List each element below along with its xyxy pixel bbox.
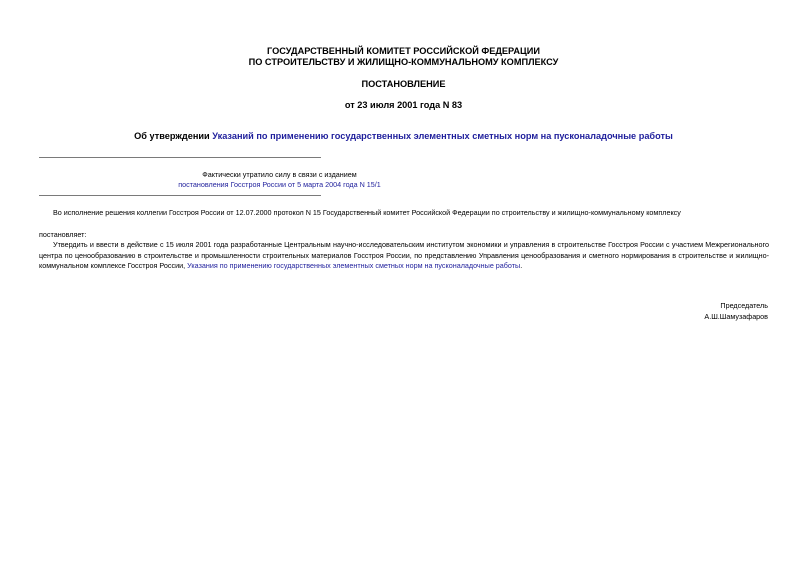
main-paragraph-link[interactable]: Указания по применению государственных элементных сметных норм на пусконаладочные работы xyxy=(187,261,521,270)
document-date-number: от 23 июля 2001 года N 83 xyxy=(344,100,463,110)
document-type: ПОСТАНОВЛЕНИЕ xyxy=(361,79,446,89)
subject-prefix: Об утверждении xyxy=(134,131,213,141)
signature-title: Председатель xyxy=(720,301,768,310)
status-note-link[interactable]: постановления Госстроя России от 5 марта 2004 года N 15/1 xyxy=(178,180,381,189)
document-subject xyxy=(0,131,807,142)
main-paragraph-text: Утвердить и ввести в действие с 15 июля 2001 года разработанные Центральным научно-исследовательским институтом экономики и управления в строительстве Госстроя России с участием Межрегионального центра по ценообразованию в строительстве и промышленности строительных материалов Госстроя России, по представлению Управления ценообразования и сметного нормирования в строительстве и жилищно-коммунальном комплексе Госстроя России, xyxy=(39,240,769,270)
subject-link[interactable]: Указаний по применению государственных элементных сметных норм на пусконаладочные работы xyxy=(212,131,673,141)
main-paragraph xyxy=(39,240,769,272)
header-line-1: ГОСУДАРСТВЕННЫЙ КОМИТЕТ РОССИЙСКОЙ ФЕДЕРАЦИИ xyxy=(267,46,540,56)
status-note-text: Фактически утратило силу в связи с изданием xyxy=(202,170,357,179)
preamble-paragraph: Во исполнение решения коллегии Госстроя России от 12.07.2000 протокол N 15 Государственный комитет Российской Федерации по строительству и жилищно-коммунальному комплексу xyxy=(53,208,681,217)
signature-name: А.Ш.Шамузафаров xyxy=(704,312,768,321)
header-line-2: ПО СТРОИТЕЛЬСТВУ И ЖИЛИЩНО-КОММУНАЛЬНОМУ КОМПЛЕКСУ xyxy=(248,57,559,67)
divider-top xyxy=(39,157,321,158)
divider-bottom xyxy=(39,195,321,196)
status-note xyxy=(39,170,520,190)
decides-paragraph: постановляет: xyxy=(39,230,87,239)
main-paragraph-end: . xyxy=(520,261,523,270)
